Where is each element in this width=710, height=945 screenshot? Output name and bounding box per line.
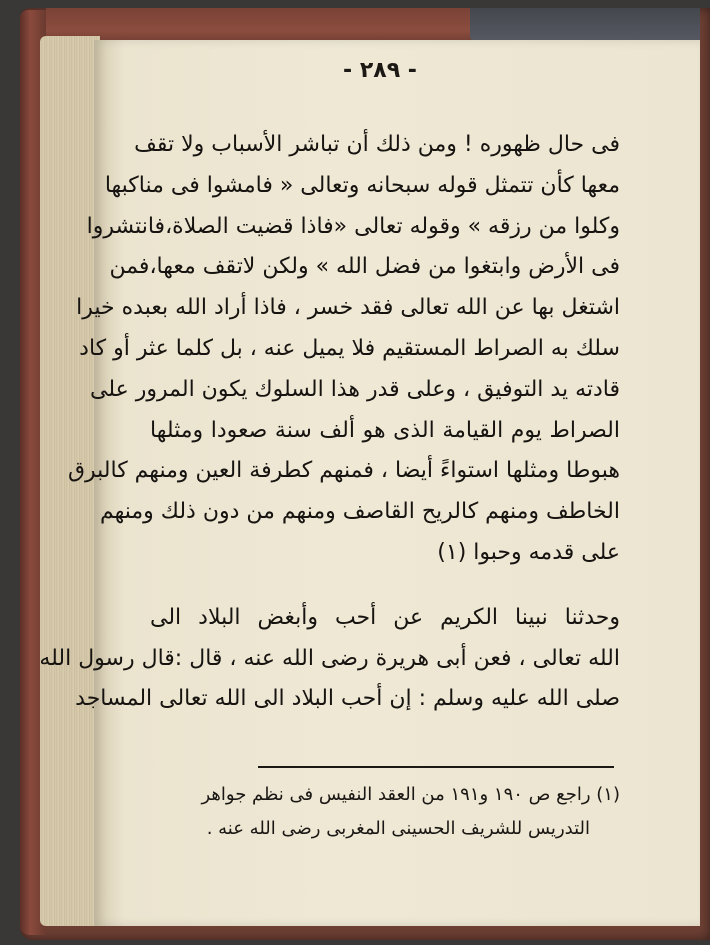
- footnote-line: التدريس للشريف الحسينى المغربى رضى الله عنه .: [206, 818, 590, 839]
- text-line: هبوطا ومثلها استواءً أيضا ، فمنهم كطرفة العين ومنهم كالبرق: [67, 458, 620, 484]
- text-line: فى حال ظهوره ! ومن ذلك أن تباشر الأسباب ولا تقف: [134, 132, 620, 157]
- footnotes: [150, 778, 620, 846]
- text-line: قادته يد التوفيق ، وعلى قدر هذا السلوك يكون المرور على: [90, 376, 620, 402]
- text-line: وكلوا من رزقه » وقوله تعالى «فاذا قضيت الصلاة،فانتشروا: [86, 213, 620, 239]
- page-number: - ٢٨٩ -: [343, 58, 417, 83]
- text-line: على قدمه وحبوا (١): [437, 539, 620, 565]
- text-line: الخاطف ومنهم كالريح القاصف ومنهم من دون ذلك ومنهم: [99, 499, 620, 525]
- footnote-line: (١) راجع ص ١٩٠ و١٩١ من العقد النفيس فى نظم جواهر: [201, 784, 620, 805]
- main-text: [39, 125, 620, 720]
- text-line: صلى الله عليه وسلم : إن أحب البلاد الى الله تعالى المساجد: [75, 686, 620, 712]
- text-line: وحدثنا نبينا الكريم عن أحب وأبغض البلاد الى: [150, 604, 620, 630]
- text-line: فى الأرض وابتغوا من فضل الله » ولكن لاتقف معها،فمن: [109, 254, 620, 280]
- paragraph-gap: [150, 574, 620, 598]
- text-line: سلك به الصراط المستقيم فلا يميل عنه ، بل كلما عثر أو كاد: [79, 335, 620, 361]
- footnote-rule: [258, 766, 614, 768]
- text-line: الله تعالى ، فعن أبى هريرة رضى الله عنه ، قال :قال رسول الله: [39, 645, 620, 671]
- text-line: الصراط يوم القيامة الذى هو ألف سنة صعودا ومثلها: [150, 417, 620, 443]
- text-line: اشتغل بها عن الله تعالى فقد خسر ، فاذا أراد الله بعبده خيرا: [76, 295, 620, 321]
- text-line: معها كأن تتمثل قوله سبحانه وتعالى « فامشوا فى مناكبها: [104, 172, 620, 198]
